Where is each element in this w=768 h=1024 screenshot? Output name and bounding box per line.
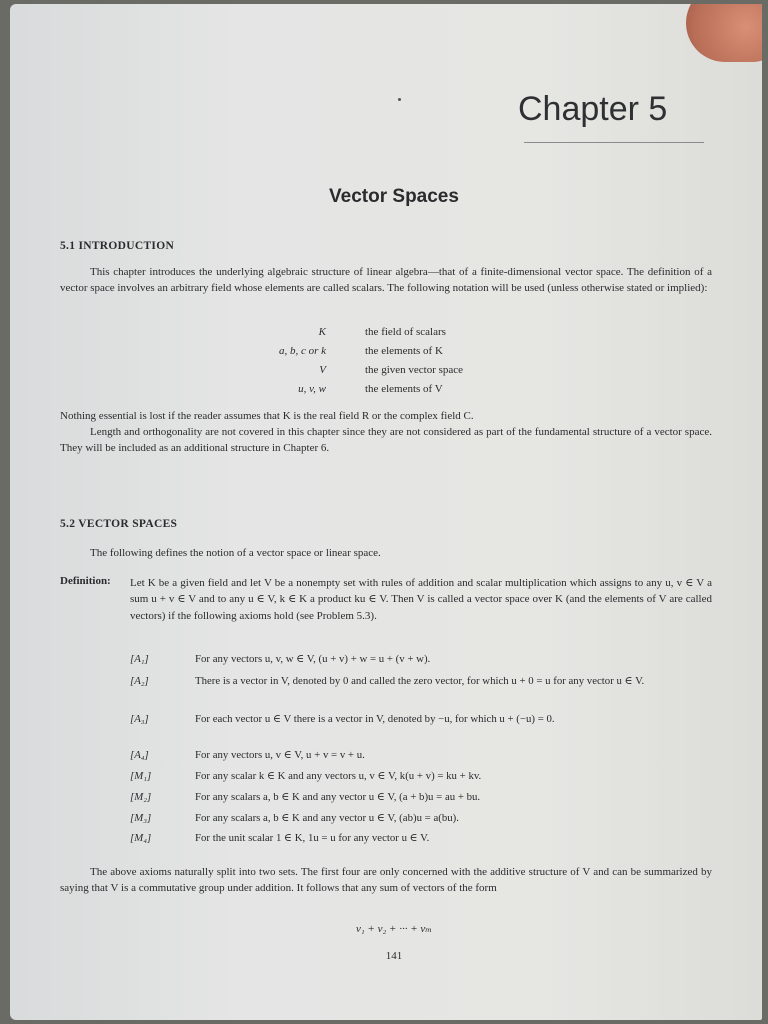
definition-label: Definition: <box>60 575 111 587</box>
axiom-label: [M₃] <box>130 812 152 824</box>
axiom-label: [M₂] <box>130 791 152 803</box>
vector-space-intro: The following defines the notion of a vector space or linear space. <box>90 547 381 559</box>
intro-paragraph: This chapter introduces the underlying algebraic structure of linear algebra—that of a finite-dimensional vector space. The definition of a vector space involves an arbitrary field whose elements are called scalars. The following notation will be used (unless otherwise stated or implied): <box>60 266 712 295</box>
speck <box>398 98 401 101</box>
sum-formula: v₁ + v₂ + ··· + vₘ <box>355 923 433 935</box>
axiom-label: [A₁] <box>130 653 149 665</box>
chapter-title: Vector Spaces <box>329 186 459 207</box>
notation-symbol: u, v, w <box>298 383 326 395</box>
axiom-text: For any vectors u, v, w ∈ V, (u + v) + w = u + (v + w). <box>195 653 431 665</box>
axiom-text: For any vectors u, v ∈ V, u + v = v + u. <box>195 749 365 761</box>
definition-text: Let K be a given field and let V be a nonempty set with rules of addition and scalar multiplication which assigns to any u, v ∈ V a sum u + v ∈ V and to any u ∈ V, k ∈ K a product ku ∈ V. Then V is called a vector space over K (and the elements of V are called vectors) if the following axioms hold (see Problem 5.3). <box>130 577 712 622</box>
axiom-label: [M₁] <box>130 770 152 782</box>
scope-paragraph: Length and orthogonality are not covered in this chapter since they are not considered as part of the fundamental structure of a vector space. They will be included as an additional structure in Chapter 6. <box>60 426 712 455</box>
thumb <box>686 4 762 62</box>
notation-symbol: a, b, c or k <box>278 345 326 357</box>
chapter-label: Chapter 5 <box>518 90 668 128</box>
axiom-label: [A₄] <box>130 749 149 761</box>
notation-symbol: V <box>319 364 326 376</box>
axiom-text: For each vector u ∈ V there is a vector in V, denoted by −u, for which u + (−u) = 0. <box>195 713 555 725</box>
axiom-label: [M₄] <box>130 832 152 844</box>
axiom-text: There is a vector in V, denoted by 0 and called the zero vector, for which u + 0 = u for any vector u ∈ V. <box>195 675 645 687</box>
axiom-text: For any scalars a, b ∈ K and any vector u ∈ V, (ab)u = a(bu). <box>195 812 459 824</box>
closing-paragraph: The above axioms naturally split into two sets. The first four are only concerned with the additive structure of V and can be summarized by saying that V is a commutative group under addition. It follows that any sum of vectors of the form <box>60 866 712 895</box>
page-number: 141 <box>385 950 403 962</box>
notation-desc: the field of scalars <box>365 326 446 338</box>
axiom-text: For the unit scalar 1 ∈ K, 1u = u for any vector u ∈ V. <box>195 832 430 844</box>
notation-desc: the elements of V <box>365 383 443 395</box>
notation-desc: the given vector space <box>365 364 464 376</box>
section-heading-introduction: 5.1 INTRODUCTION <box>60 240 175 252</box>
axiom-label: [A₃] <box>130 713 149 725</box>
axiom-text: For any scalars a, b ∈ K and any vector u ∈ V, (a + b)u = au + bu. <box>195 791 481 803</box>
axiom-label: [A₂] <box>130 675 149 687</box>
assumption-paragraph: Nothing essential is lost if the reader assumes that K is the real field R or the complex field C. <box>60 410 474 422</box>
section-heading-vector-spaces: 5.2 VECTOR SPACES <box>60 518 178 530</box>
book-page <box>10 4 762 1020</box>
chapter-rule <box>524 142 704 143</box>
notation-symbol: K <box>318 326 326 338</box>
axiom-text: For any scalar k ∈ K and any vectors u, v ∈ V, k(u + v) = ku + kv. <box>195 770 482 782</box>
notation-desc: the elements of K <box>365 345 443 357</box>
